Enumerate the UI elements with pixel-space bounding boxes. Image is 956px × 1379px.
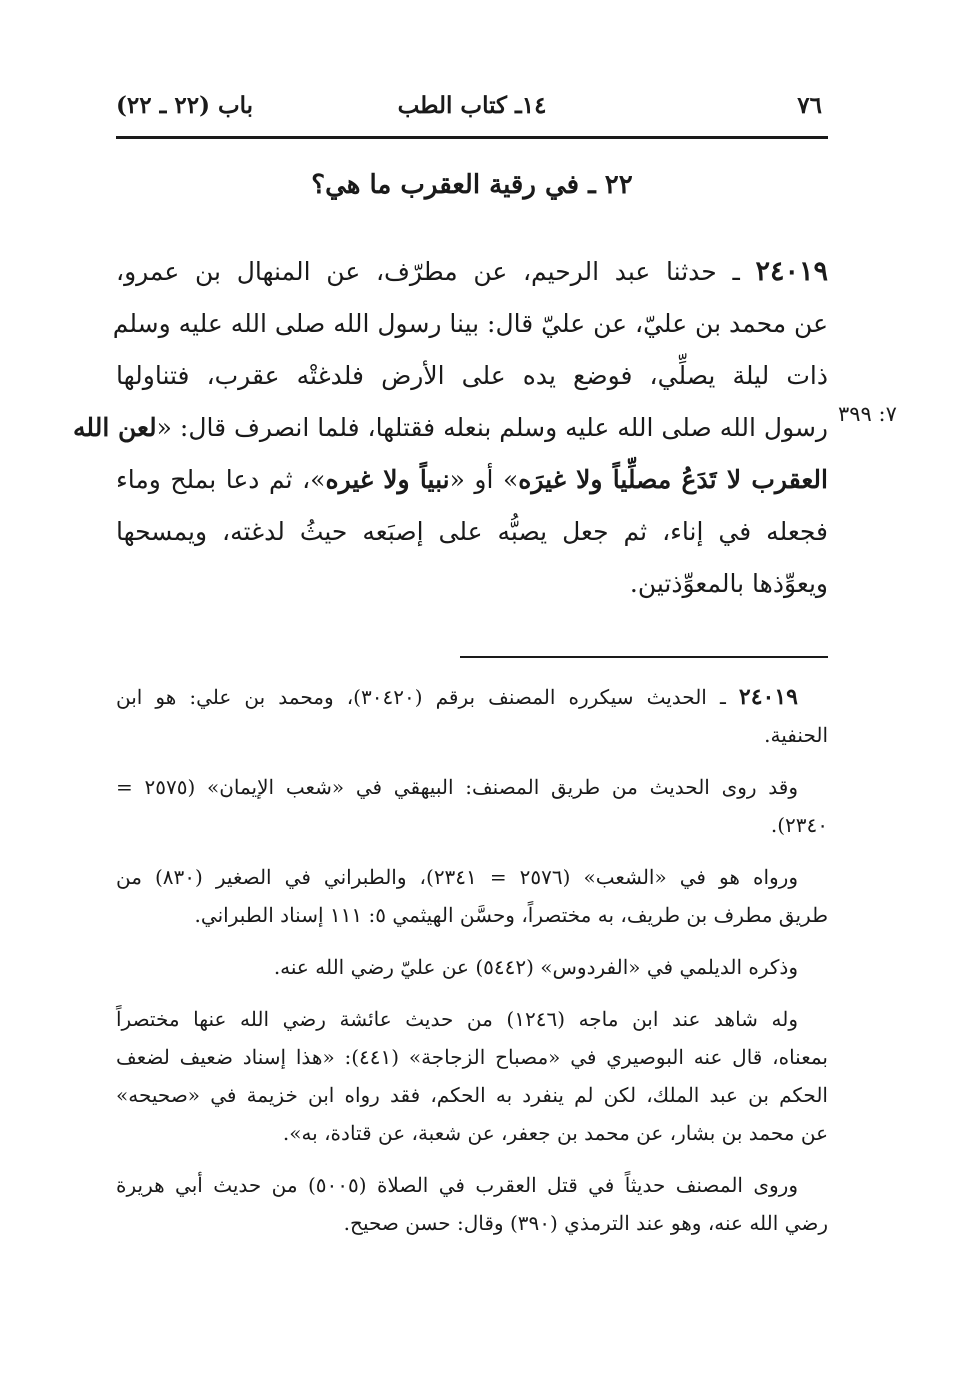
footnote-number: ٢٤٠١٩ (738, 684, 798, 710)
footnote-line: وله شاهد عند ابن ماجه (١٢٤٦) من حديث عائشة رضي الله عنها مختصراً (116, 1007, 798, 1031)
page-number: ٧٦ (797, 92, 822, 119)
footnotes (116, 678, 828, 1256)
chapter-label: باب (٢٢ ـ ٢٢) (116, 92, 254, 119)
footnote-paragraph (116, 678, 828, 754)
footnote-line: ورواه هو في «الشعب» (٢٥٧٦ = ٢٣٤١)، والطبراني في الصغير (٨٣٠) من (116, 865, 798, 889)
hadith-text-segment: »، ثم دعا بملح وماء (116, 465, 326, 494)
footnote-text: ـ الحديث سيكرره المصنف برقم (٣٠٤٢٠)، ومحمد بن علي: هو ابن (116, 685, 739, 709)
hadith-line (116, 454, 828, 506)
hadith-line: عن محمد بن عليّ، عن عليّ قال: بينا رسول الله صلى الله عليه وسلم (112, 309, 828, 338)
footnote-paragraph (116, 1000, 828, 1152)
footnote-line: وذكره الديلمي في «الفردوس» (٥٤٤٢) عن عليّ رضي الله عنه. (273, 955, 798, 979)
hadith-line (73, 402, 828, 454)
footnote-separator (460, 656, 828, 658)
footnote-line: ٢٣٤٠). (770, 813, 828, 837)
hadith-text-segment: رسول الله صلى الله عليه وسلم بنعله فقتلها، فلما انصرف قال: « (156, 413, 828, 442)
hadith-line: ذات ليلة يصلِّي، فوضع يده على الأرض فلدغتْه عقرب، فتناولها (116, 361, 828, 390)
footnote-paragraph (116, 858, 828, 934)
footnote-line: وروى المصنف حديثاً في قتل العقرب في الصلاة (٥٠٠٥) من حديث أبي هريرة (116, 1173, 798, 1197)
hadith-line: فجعله في إناء، ثم جعل يصبُّه على إصبَعه حيثُ لدغته، ويمسحها (116, 517, 828, 546)
prophetic-quote: نبياً ولا غيره (325, 465, 450, 494)
hadith-text-segment: » أو « (449, 465, 519, 494)
section-title: ٢٢ ـ في رقية العقرب ما هي؟ (311, 170, 633, 200)
footnote-line: الحنفية. (764, 723, 828, 747)
hadith-number: ٢٤٠١٩ (755, 256, 828, 287)
prophetic-quote: العقرب لا تَدَعُ مصلِّياً ولا غيرَه (518, 465, 828, 494)
footnote-line: عن محمد بن بشار، عن محمد بن جعفر، عن شعبة، عن قتادة، به». (282, 1121, 828, 1145)
footnote-paragraph (116, 768, 828, 844)
margin-reference: ٧: ٣٩٩ (838, 402, 897, 426)
footnote-line: طريق مطرف بن طريف، به مختصراً، وحسَّن الهيثمي ٥: ١١١ إسناد الطبراني. (194, 903, 828, 927)
footnote-line: الحكم بن عبد الملك، لكن لم ينفرد به الحكم، فقد رواه ابن خزيمة في «صحيحه» (116, 1083, 828, 1107)
hadith-text-segment: ـ حدثنا عبد الرحيم، عن مطرّف، عن المنهال بن عمرو، (116, 257, 756, 286)
running-header (116, 88, 828, 128)
header-rule (116, 136, 828, 139)
footnote-paragraph (116, 948, 828, 986)
footnote-line: وقد روى الحديث من طريق المصنف: البيهقي في «شعب الإيمان» (٢٥٧٥ = (116, 775, 798, 799)
hadith-line (116, 246, 828, 298)
footnote-line (116, 678, 828, 716)
hadith-line: ويعوِّذها بالمعوِّذتين. (629, 569, 828, 598)
prophetic-quote: لعن الله (73, 413, 157, 442)
hadith-text (73, 246, 828, 610)
footnote-line: رضي الله عنه، وهو عند الترمذي (٣٩٠) وقال: حسن صحيح. (343, 1211, 828, 1235)
book-title: ١٤ـ كتاب الطب (397, 92, 547, 119)
footnote-paragraph (116, 1166, 828, 1242)
footnote-line: بمعناه، قال عنه البوصيري في «مصباح الزجاجة» (٤٤١): «هذا إسناد ضعيف لضعف (116, 1045, 828, 1069)
